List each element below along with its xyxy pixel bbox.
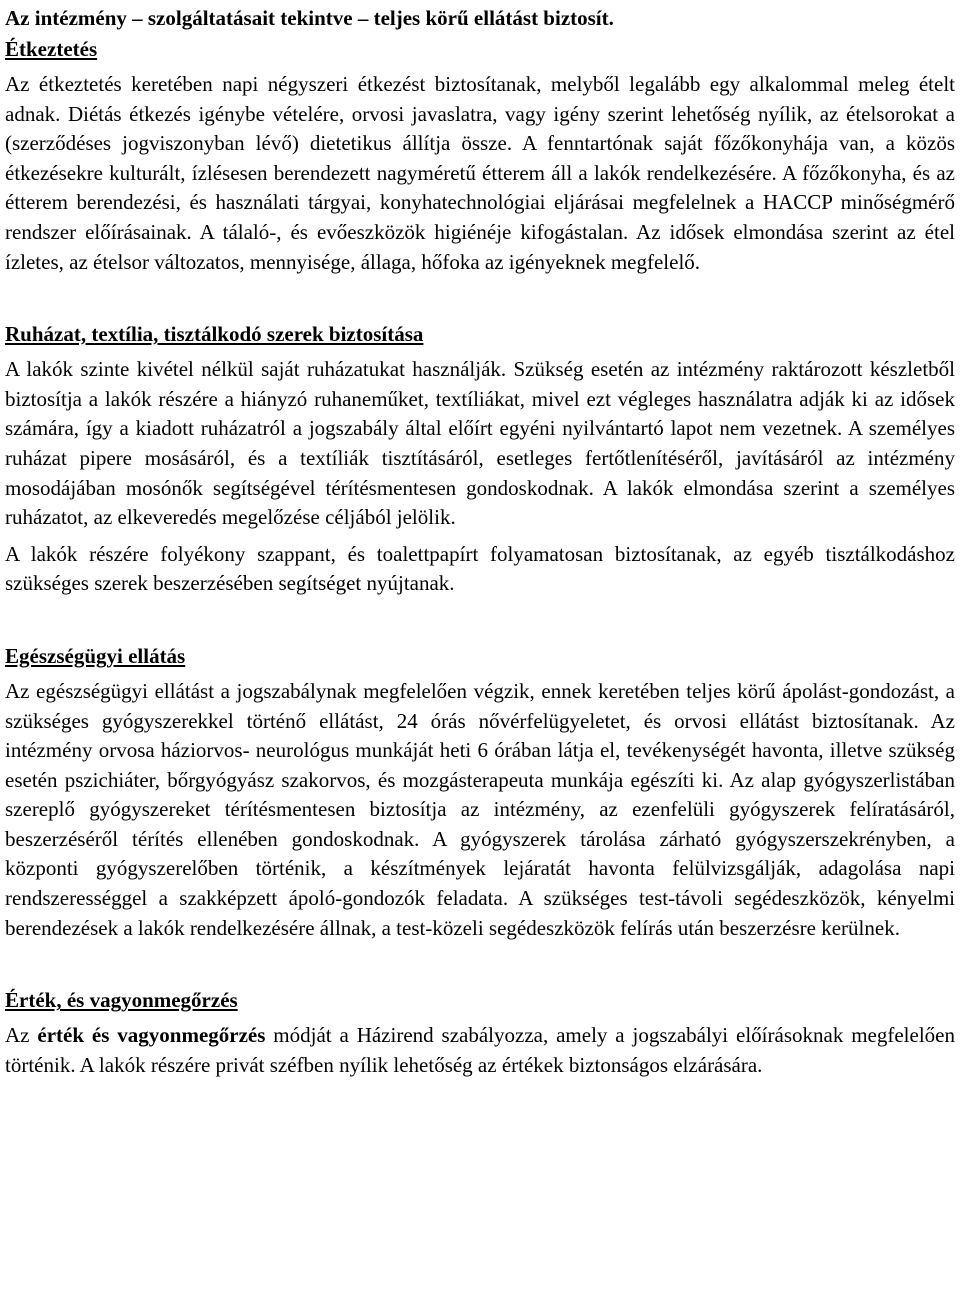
section-heading-valuables: Érték, és vagyonmegőrzés xyxy=(5,988,238,1013)
clothing-paragraph-1: A lakók szinte kivétel nélkül saját ruházatukat használják. Szükség esetén az intézmény raktározott készletből biztosítja a lakók részére a hiányzó ruhaneműket, textíliákat, mivel ezt végleges használatra adják ki az idősek számára, így a kiadott ruházatról a jogszabály által előírt egyéni nyilvántartó lapot nem vezetnek. A személyes ruházat pipere mosásáról, és a textíliák tisztításáról, esetleges fertőtlenítéséről, javításáról az intézmény mosodájában mosónők segítségével térítésmentesen gondoskodnak. A lakók elmondása szerint a személyes ruházatot, az elkeveredés megelőzése céljából jelölik. xyxy=(5,357,955,530)
section-heading-clothing: Ruházat, textília, tisztálkodó szerek biztosítása xyxy=(5,322,424,347)
section-heading-health-care: Egészségügyi ellátás xyxy=(5,643,186,668)
valuables-paragraph xyxy=(5,1021,955,1080)
valuables-text-end: módját a Házirend szabályozza, amely a jogszabályi előírásoknak megfelelően történik. A lakók részére privát széfben nyílik lehetőség az értékek biztonságos elzárására. xyxy=(5,1023,955,1077)
valuables-emphasis: érték és vagyonmegőrzés xyxy=(37,1023,266,1048)
section-valuables xyxy=(5,986,955,1080)
section-clothing xyxy=(5,320,955,599)
intro-statement: Az intézmény – szolgáltatásait tekintve – teljes körű ellátást biztosít. xyxy=(5,6,614,30)
valuables-text-start: Az xyxy=(5,1023,38,1048)
section-heading-catering: Étkeztetés xyxy=(5,37,98,61)
section-health-care xyxy=(5,642,955,943)
catering-paragraph: Az étkeztetés keretében napi négyszeri étkezést biztosítanak, melyből legalább egy alkalommal meleg ételt adnak. Diétás étkezés igénybe vételére, orvosi javaslatra, vagy igény szerint lehetőség nyílik, az ételsorokat a (szerződéses jogviszonyban lévő) dietetikus állítja össze. A fenntartónak saját főzőkonyhája van, a közös étkezésekre kulturált, ízlésesen berendezett nagyméretű étterem áll a lakók rendelkezésére. A főzőkonyha, és az étterem berendezési, és használati tárgyai, konyhatechnológiai eljárásai megfelelnek a HACCP minőségmérő rendszer előírásainak. A tálaló-, és evőeszközök higiénéje kifogástalan. Az idősek elmondása szerint az étel ízletes, az ételsor változatos, mennyisége, állaga, hőfoka az igényeknek megfelelő. xyxy=(5,72,955,274)
section-catering xyxy=(5,35,955,277)
clothing-paragraph-2: A lakók részére folyékony szappant, és toalettpapírt folyamatosan biztosítanak, az egyéb tisztálkodáshoz szükséges szerek beszerzésében segítséget nyújtanak. xyxy=(5,541,955,596)
health-care-paragraph: Az egészségügyi ellátást a jogszabálynak megfelelően végzik, ennek keretében teljes körű ápolást-gondozást, a szükséges gyógyszerekkel történő ellátást, 24 órás nővérfelügyeletet, és orvosi ellátást biztosítanak. Az intézmény orvosa háziorvos- neurológus munkáját heti 6 órában látja el, tevékenységét havonta, illetve szükség esetén pszichiáter, bőrgyógyász szakorvos, és mozgásterapeuta munkája egészíti ki. Az alap gyógyszerlistában szereplő gyógyszereket térítésmentesen biztosítja az intézmény, az ezenfelüli gyógyszerek felíratásáról, beszerzéséről térítés ellenében gondoskodnak. A gyógyszerek tárolása zárható gyógyszerszekrényben, a központi gyógyszerelőben történik, a készítmények lejáratát havonta felülvizsgálják, adagolása napi rendszerességgel a szakképzett ápoló-gondozók feladata. A szükséges test-távoli segédeszközök, kényelmi berendezések a lakók rendelkezésére állnak, a test-közeli segédeszközök felírás után beszerzésre kerülnek. xyxy=(5,678,955,940)
